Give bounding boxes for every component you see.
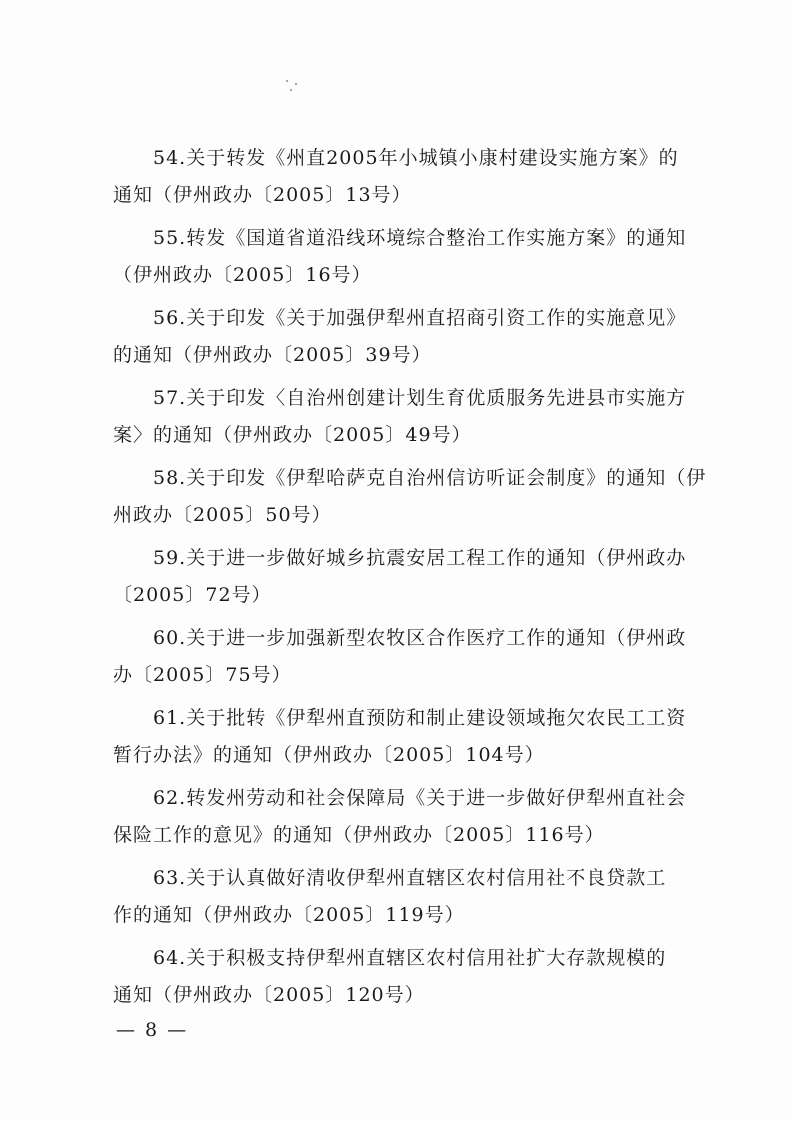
list-item: [113, 620, 703, 694]
list-item-line: 63.关于认真做好清收伊犁州直辖区农村信用社不良贷款工: [153, 867, 667, 889]
list-item: [113, 140, 703, 214]
list-item-line: 通知（伊州政办〔2005〕120号）: [113, 984, 425, 1006]
list-item-line: 57.关于印发〈自治州创建计划生育优质服务先进县市实施方: [153, 387, 687, 409]
list-item-line: 保险工作的意见》的通知（伊州政办〔2005〕116号）: [113, 824, 605, 846]
list-item-line: 的通知（伊州政办〔2005〕39号）: [113, 344, 432, 366]
list-item: [113, 540, 703, 614]
list-item-line: 〔2005〕72号）: [113, 584, 272, 606]
list-item-line: 通知（伊州政办〔2005〕13号）: [113, 184, 412, 206]
list-item: [113, 220, 703, 294]
list-item: [113, 940, 703, 1014]
list-item-line: 54.关于转发《州直2005年小城镇小康村建设实施方案》的: [153, 147, 679, 169]
notice-list: [113, 140, 707, 1020]
list-item-line: 64.关于积极支持伊犁州直辖区农村信用社扩大存款规模的: [153, 947, 667, 969]
list-item-line: 55.转发《国道省道沿线环境综合整治工作实施方案》的通知: [153, 227, 687, 249]
list-item: [113, 460, 707, 534]
list-item-line: 暂行办法》的通知（伊州政办〔2005〕104号）: [113, 744, 545, 766]
list-item: [113, 300, 703, 374]
list-item: [113, 700, 703, 774]
list-item-line: 58.关于印发《伊犁哈萨克自治州信访听证会制度》的通知（伊: [153, 467, 707, 489]
list-item-line: （伊州政办〔2005〕16号）: [113, 264, 372, 286]
list-item: [113, 380, 703, 454]
list-item: [113, 860, 703, 934]
list-item-line: 60.关于进一步加强新型农牧区合作医疗工作的通知（伊州政: [153, 627, 687, 649]
scan-speck-mark: [286, 80, 300, 92]
list-item-line: 作的通知（伊州政办〔2005〕119号）: [113, 904, 465, 926]
list-item-line: 61.关于批转《伊犁州直预防和制止建设领域拖欠农民工工资: [153, 707, 687, 729]
list-item-line: 州政办〔2005〕50号）: [113, 504, 332, 526]
list-item-line: 62.转发州劳动和社会保障局《关于进一步做好伊犁州直社会: [153, 787, 687, 809]
page-number: — 8 —: [116, 1019, 189, 1041]
list-item-line: 59.关于进一步做好城乡抗震安居工程工作的通知（伊州政办: [153, 547, 687, 569]
list-item-line: 案〉的通知（伊州政办〔2005〕49号）: [113, 424, 472, 446]
list-item-line: 办〔2005〕75号）: [113, 664, 292, 686]
list-item-line: 56.关于印发《关于加强伊犁州直招商引资工作的实施意见》: [153, 307, 687, 329]
list-item: [113, 780, 703, 854]
